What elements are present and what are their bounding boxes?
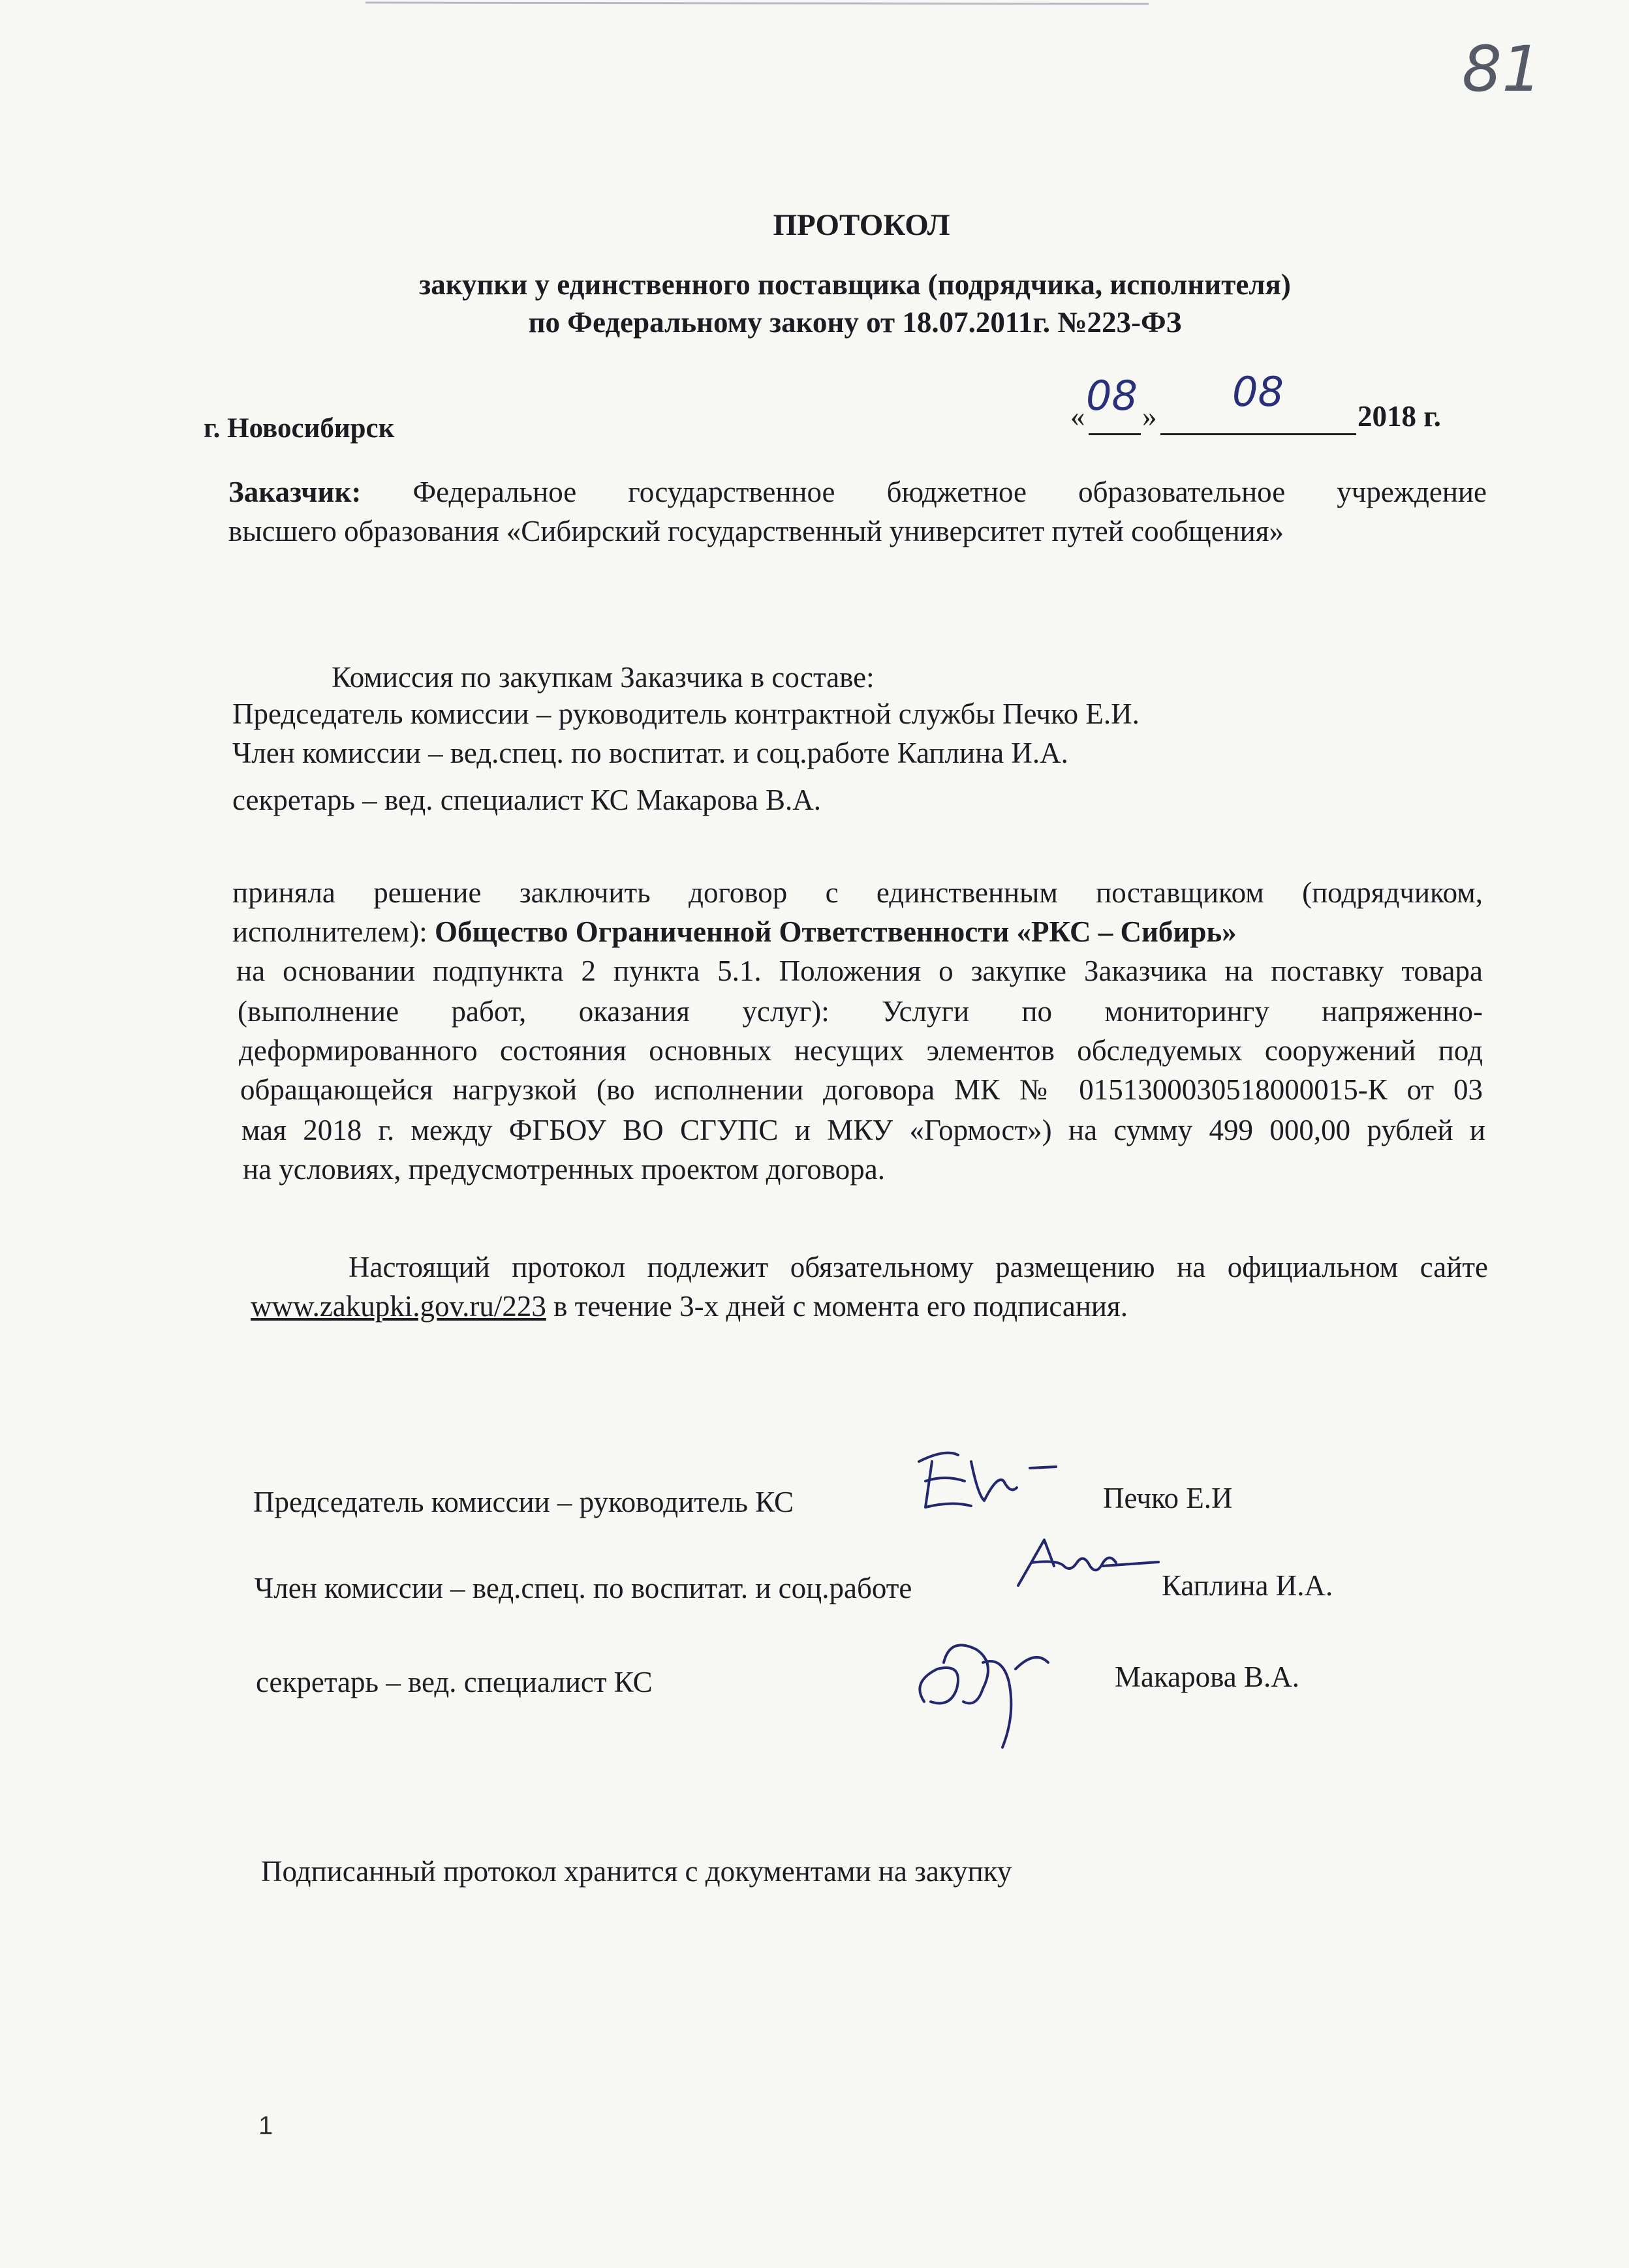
publication-line-2 — [251, 1287, 1128, 1326]
scan-edge-artifact — [365, 0, 1149, 12]
customer-line-1 — [228, 472, 1487, 512]
decision-line-5: деформированного состояния основных несущих элементов обследуемых сооружений под — [239, 1034, 1483, 1067]
date-month-line — [1160, 433, 1356, 435]
decision-line-7: мая 2018 г. между ФГБОУ ВО СГУПС и МКУ «Гормост») на сумму 499 000,00 рублей и — [241, 1114, 1485, 1146]
date-field — [1070, 365, 1488, 437]
decision-line-3: на основании подпункта 2 пункта 5.1. Положения о закупке Заказчика на поставку товара — [236, 955, 1483, 987]
date-year: 2018 г. — [1358, 400, 1441, 433]
signature-role-secretary: секретарь – вед. специалист КС — [256, 1666, 653, 1698]
signature-role-chair: Председатель комиссии – руководитель КС — [253, 1486, 794, 1518]
city: г. Новосибирск — [204, 413, 395, 444]
date-month-handwritten: 08 — [1232, 368, 1284, 416]
zakupki-link[interactable]: www.zakupki.gov.ru/223 — [251, 1290, 546, 1323]
commission-member: Член комиссии – вед.спец. по воспитат. и соц.работе Каплина И.А. — [232, 737, 1068, 769]
decision-line-2 — [232, 912, 1237, 951]
commission-chair: Председатель комиссии – руководитель контрактной службы Печко Е.И. — [232, 697, 1140, 730]
date-open-quote: « — [1070, 400, 1085, 433]
decision-line-6: обращающейся нагрузкой (во исполнении договора МК № 0151300030518000015-К от 03 — [240, 1073, 1483, 1106]
signature-role-member: Член комиссии – вед.спец. по воспитат. и соц.работе — [255, 1572, 912, 1604]
publication-line-1: Настоящий протокол подлежит обязательному размещению на официальном сайте — [349, 1251, 1488, 1283]
signature-name-chair: Печко Е.И — [1103, 1482, 1233, 1514]
customer-name-part1: Федеральное государственное бюджетное образовательное учреждение — [412, 476, 1487, 508]
date-day-line — [1089, 433, 1141, 435]
handwritten-page-mark: 81 — [1462, 33, 1542, 106]
decision-line-2-prefix: исполнителем): — [232, 915, 435, 948]
date-day-handwritten: 08 — [1086, 372, 1138, 420]
decision-line-8: на условиях, предусмотренных проектом договора. — [243, 1153, 886, 1186]
decision-line-1: приняла решение заключить договор с единственным поставщиком (подрядчиком, — [232, 876, 1483, 909]
page-number: 1 — [258, 2111, 273, 2140]
document-title: ПРОТОКОЛ — [773, 208, 950, 242]
customer-label: Заказчик: — [228, 476, 362, 508]
commission-secretary: секретарь – вед. специалист КС Макарова В.А. — [232, 784, 821, 816]
supplier-name: Общество Ограниченной Ответственности «РКС – Сибирь» — [434, 915, 1237, 948]
signature-member-handwritten — [1005, 1527, 1162, 1599]
publication-line-2-rest: в течение 3-х дней с момента его подписания. — [546, 1290, 1128, 1323]
signature-chair-handwritten — [906, 1435, 1063, 1520]
document-subtitle: закупки у единственного поставщика (подрядчика, исполнителя) — [419, 268, 1291, 301]
commission-intro: Комиссия по закупкам Заказчика в составе: — [332, 661, 875, 694]
signature-name-member: Каплина И.А. — [1162, 1569, 1333, 1602]
signature-name-secretary: Макарова В.А. — [1115, 1661, 1300, 1693]
date-close-quote: » — [1142, 400, 1157, 433]
signature-secretary-handwritten — [905, 1623, 1061, 1754]
decision-line-4: (выполнение работ, оказания услуг): Услуги по мониторингу напряженно- — [238, 995, 1483, 1028]
footer-note: Подписанный протокол хранится с документами на закупку — [261, 1855, 1012, 1888]
customer-line-2: высшего образования «Сибирский государственный университет путей сообщения» — [228, 515, 1284, 547]
document-law-reference: по Федеральному закону от 18.07.2011г. №223-ФЗ — [528, 306, 1182, 339]
